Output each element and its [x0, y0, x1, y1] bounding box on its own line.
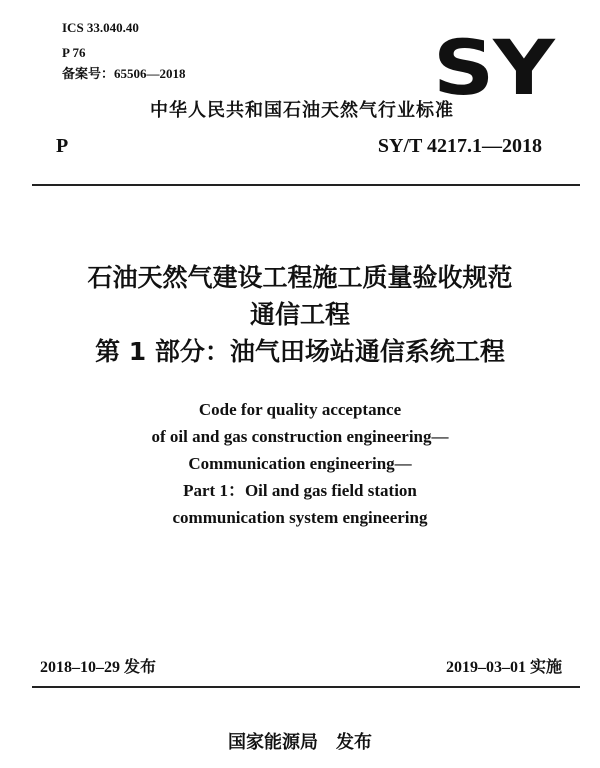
issue-date: 2018–10–29 发布	[40, 659, 157, 676]
english-title-line-4: Part 1：Oil and gas field station	[183, 481, 417, 500]
header-divider	[32, 184, 580, 186]
chinese-title-line-1: 石油天然气建设工程施工质量验收规范	[87, 263, 513, 292]
sy-logo: SY	[433, 23, 554, 112]
english-title-line-5: communication system engineering	[172, 508, 428, 527]
chinese-title-line-3: 第 1 部分：油气田场站通信系统工程	[95, 337, 505, 366]
implementation-date: 2019–03–01 实施	[445, 659, 562, 676]
standard-number: SY/T 4217.1—2018	[377, 135, 542, 157]
chinese-title-line-2: 通信工程	[249, 300, 350, 329]
record-number: 备案号：65506—2018	[62, 66, 186, 81]
english-title-line-3: Communication engineering—	[188, 454, 412, 473]
publishing-authority: 国家能源局 发布	[228, 732, 372, 753]
footer-divider	[32, 686, 580, 688]
ics-code: ICS 33.040.40	[62, 20, 139, 35]
classification-code: P 76	[62, 45, 86, 60]
class-letter: P	[56, 135, 69, 157]
english-title-line-2: of oil and gas construction engineering—	[151, 427, 449, 446]
standard-issuer-heading: 中华人民共和国石油天然气行业标准	[150, 100, 454, 121]
english-title-line-1: Code for quality acceptance	[198, 400, 402, 419]
